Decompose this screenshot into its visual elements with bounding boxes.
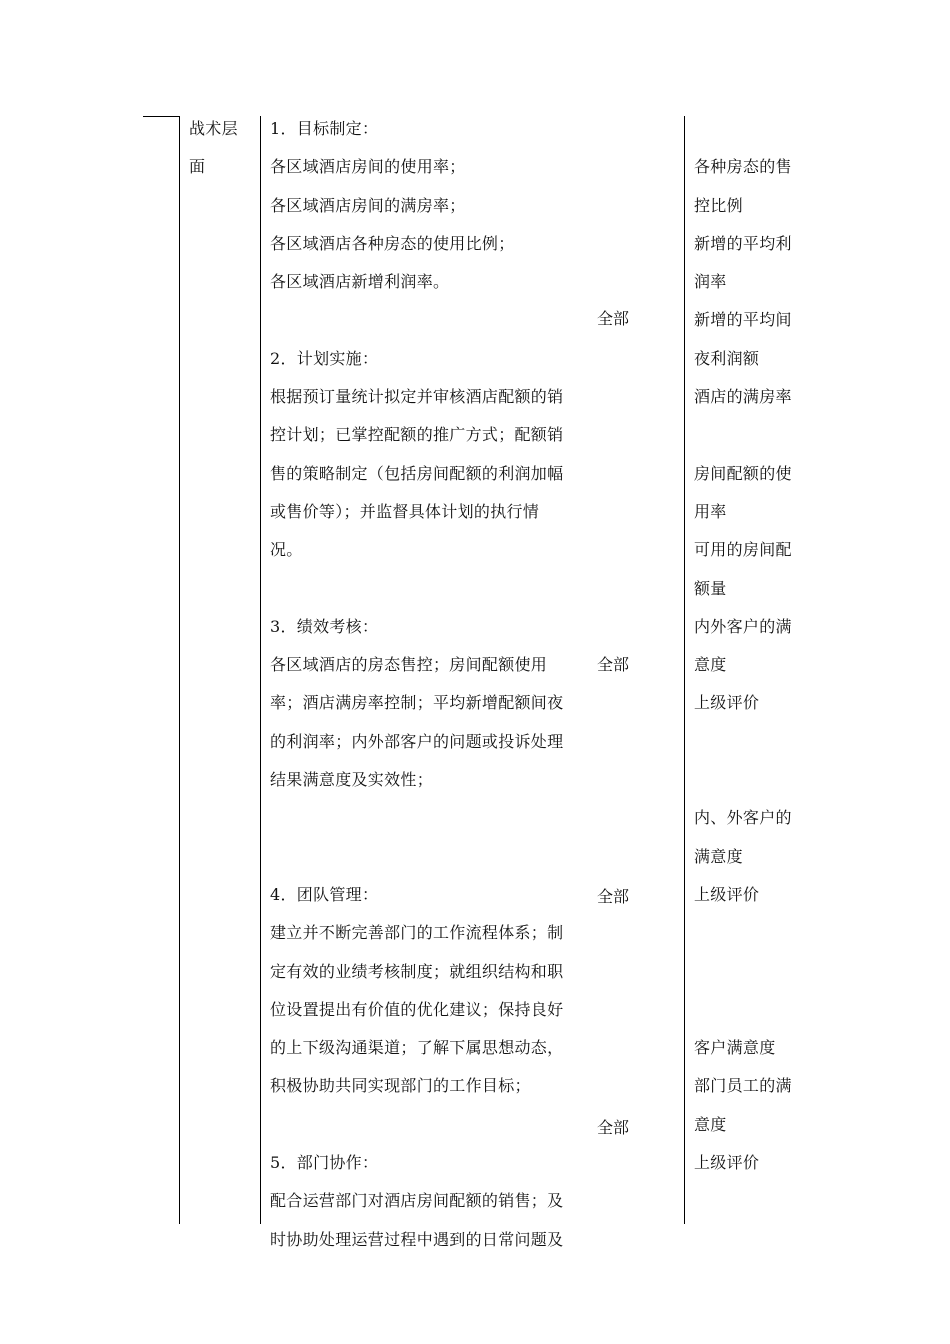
column-divider-level [260, 116, 261, 1224]
content-line: 5．部门协作： [270, 1153, 379, 1173]
content-line: 2．计划实施： [270, 348, 379, 368]
content-line: 根据预订量统计拟定并审核酒店配额的销 [270, 387, 564, 407]
indicator-line [694, 416, 792, 454]
column-divider-indicators [684, 116, 685, 1224]
indicator-line: 意度 [694, 1114, 727, 1134]
content-line: 的上下级沟通渠道；了解下属思想动态， [270, 1038, 564, 1058]
indicator-line: 润率 [694, 272, 727, 292]
content-line [270, 570, 563, 608]
content-line: 各区域酒店房间的满房率； [270, 195, 466, 215]
scope-label: 全部 [597, 655, 630, 674]
indicator-line [694, 723, 792, 761]
level-line: 战术层 [189, 119, 238, 138]
scope-label: 全部 [597, 309, 630, 328]
indicator-line: 客户满意度 [694, 1038, 776, 1058]
indicator-line: 酒店的满房率 [694, 387, 792, 407]
indicator-line: 各种房态的售 [694, 157, 792, 177]
indicator-line: 内、外客户的 [694, 808, 792, 828]
content-line: 时协助处理运营过程中遇到的日常问题及 [270, 1229, 564, 1249]
level-cell [189, 110, 238, 187]
indicator-line: 部门员工的满 [694, 1076, 792, 1096]
indicator-line: 可用的房间配 [694, 540, 792, 560]
content-line: 定有效的业绩考核制度；就组织结构和职 [270, 961, 564, 981]
content-line: 配合运营部门对酒店房间配额的销售；及 [270, 1191, 564, 1211]
content-line: 各区域酒店房间的使用率； [270, 157, 466, 177]
indicator-line: 满意度 [694, 846, 743, 866]
content-line: 各区域酒店新增利润率。 [270, 272, 450, 292]
content-line: 控计划；已掌控配额的推广方式；配额销 [270, 425, 564, 445]
content-line: 各区域酒店各种房态的使用比例； [270, 233, 515, 253]
content-cell [270, 110, 563, 1259]
table-top-left-rule [143, 116, 180, 117]
content-line: 各区域酒店的房态售控；房间配额使用 [270, 655, 548, 675]
content-line [270, 1106, 563, 1144]
indicator-line: 额量 [694, 578, 727, 598]
content-line [270, 838, 563, 876]
content-line: 3．绩效考核： [270, 616, 379, 636]
scope-label: 全部 [597, 1118, 630, 1137]
indicator-line: 意度 [694, 655, 727, 675]
scope-label: 全部 [597, 887, 630, 906]
content-line: 或售价等）；并监督具体计划的执行情 [270, 501, 540, 521]
indicator-line: 上级评价 [694, 1153, 760, 1173]
content-line: 率；酒店满房率控制；平均新增配额间夜 [270, 693, 564, 713]
indicator-line: 用率 [694, 501, 727, 521]
content-line [270, 799, 563, 837]
indicator-line: 房间配额的使 [694, 463, 792, 483]
content-line: 建立并不断完善部门的工作流程体系；制 [270, 923, 564, 943]
indicator-line [694, 991, 792, 1029]
indicator-line: 控比例 [694, 195, 743, 215]
indicator-line: 上级评价 [694, 693, 760, 713]
indicator-line [694, 914, 792, 952]
content-line: 1．目标制定： [270, 119, 379, 138]
indicator-line: 内外客户的满 [694, 616, 792, 636]
content-line [270, 301, 563, 339]
indicator-line [694, 953, 792, 991]
indicator-line: 上级评价 [694, 884, 760, 904]
level-line: 面 [189, 157, 206, 177]
indicators-cell [694, 110, 792, 1182]
content-line: 售的策略制定（包括房间配额的利润加幅 [270, 463, 564, 483]
content-line: 的利润率；内外部客户的问题或投诉处理 [270, 731, 564, 751]
indicator-line [694, 761, 792, 799]
indicator-line: 新增的平均间 [694, 310, 792, 330]
indicator-line [694, 110, 792, 148]
content-line: 4．团队管理： [270, 884, 379, 904]
indicator-line: 夜利润额 [694, 348, 760, 368]
content-line: 积极协助共同实现部门的工作目标； [270, 1076, 531, 1096]
content-line: 位设置提出有价值的优化建议；保持良好 [270, 999, 564, 1019]
content-line: 况。 [270, 540, 303, 560]
content-line: 结果满意度及实效性； [270, 770, 434, 790]
table-left-border [179, 116, 180, 1224]
indicator-line: 新增的平均利 [694, 233, 792, 253]
